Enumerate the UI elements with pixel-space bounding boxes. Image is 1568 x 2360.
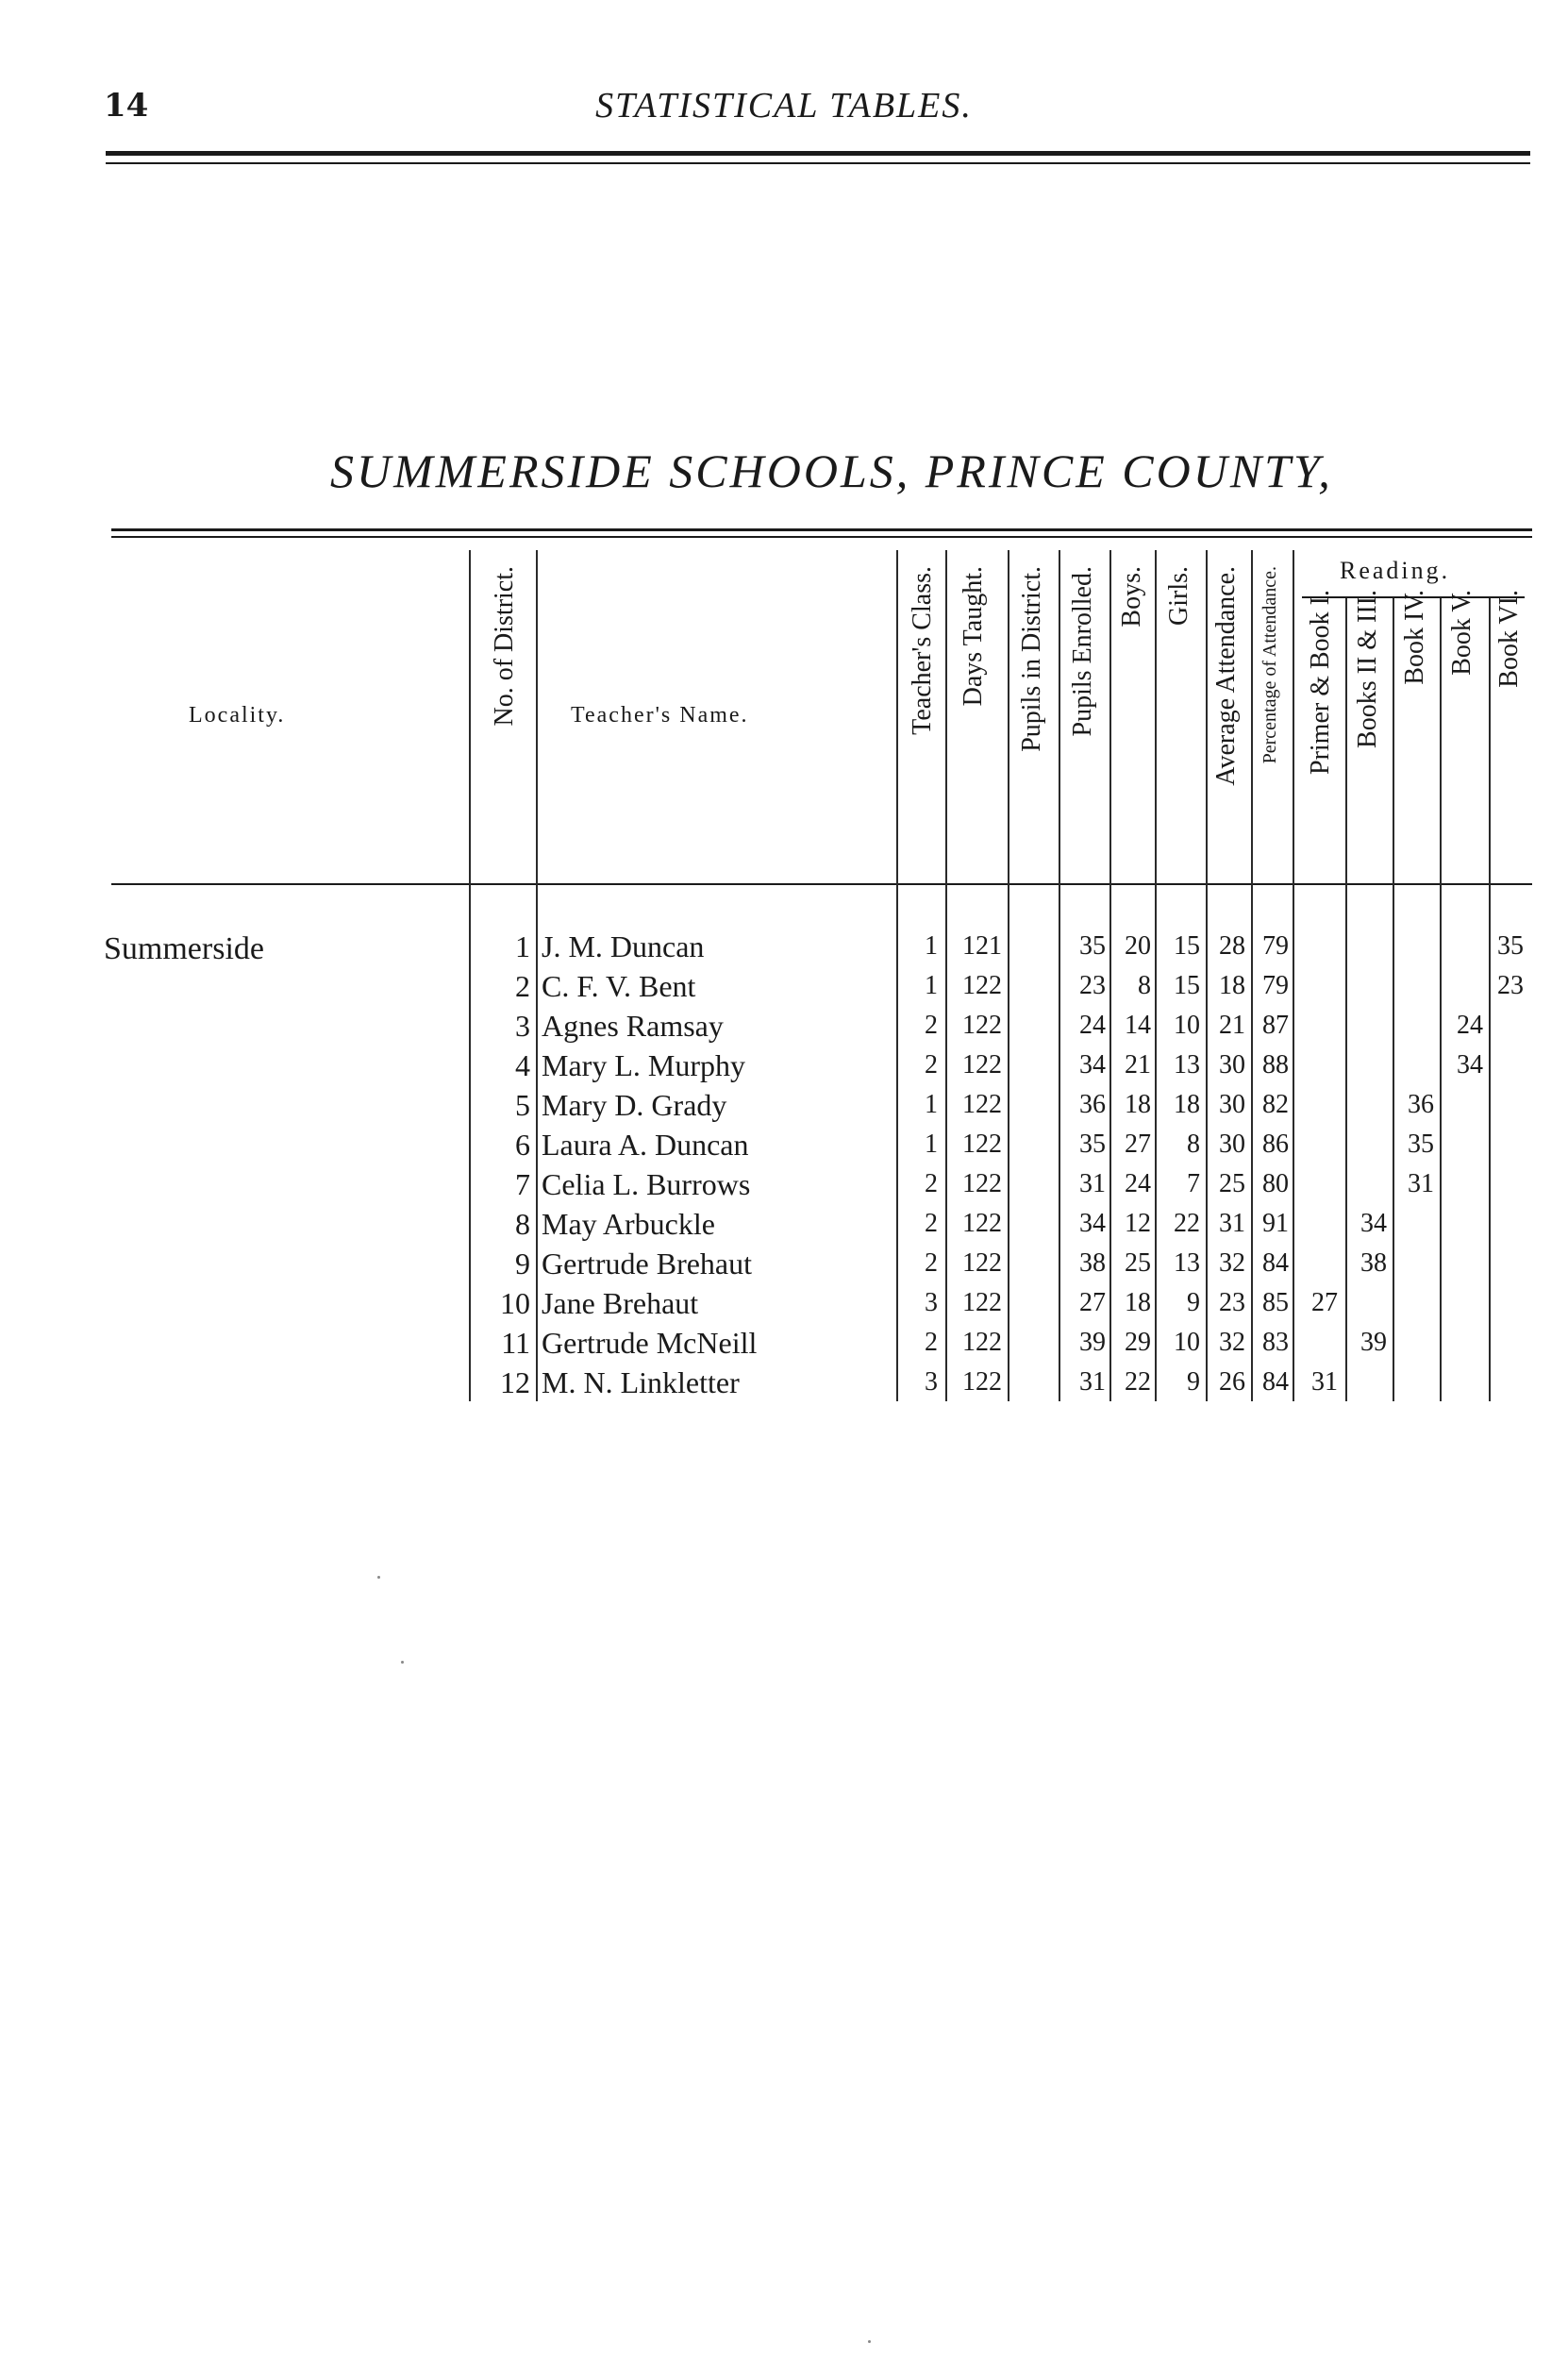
scan-speck <box>377 1576 380 1579</box>
cell-teacher: Mary L. Murphy <box>542 1048 745 1082</box>
header-primer-book-1: Primer & Book I. <box>1306 590 1335 775</box>
cell-cls: 2 <box>925 1248 938 1278</box>
cell-days: 122 <box>962 971 1002 1000</box>
cell-avg: 26 <box>1219 1367 1245 1397</box>
cell-b23: 39 <box>1360 1328 1387 1357</box>
cell-avg: 23 <box>1219 1288 1245 1317</box>
header-book-5: Book V. <box>1447 590 1476 676</box>
cell-district: 11 <box>501 1326 530 1360</box>
cell-teacher: May Arbuckle <box>542 1207 715 1241</box>
cell-enrolled: 24 <box>1079 1011 1106 1040</box>
cell-b5: 34 <box>1457 1050 1483 1080</box>
cell-b5: 24 <box>1457 1011 1483 1040</box>
cell-cls: 1 <box>925 971 938 1000</box>
cell-district: 10 <box>500 1286 530 1320</box>
header-pupils-enrolled: Pupils Enrolled. <box>1068 566 1097 737</box>
table-top-rule <box>111 528 1532 531</box>
scan-speck <box>868 2340 871 2343</box>
cell-girls: 7 <box>1187 1169 1200 1198</box>
cell-avg: 25 <box>1219 1169 1245 1198</box>
cell-district: 12 <box>500 1365 530 1399</box>
cell-avg: 18 <box>1219 971 1245 1000</box>
column-rule <box>536 550 538 1401</box>
cell-pct: 79 <box>1262 931 1289 961</box>
cell-cls: 2 <box>925 1328 938 1357</box>
cell-district: 8 <box>515 1207 530 1241</box>
cell-girls: 10 <box>1174 1328 1200 1357</box>
cell-pct: 83 <box>1262 1328 1289 1357</box>
cell-girls: 9 <box>1187 1367 1200 1397</box>
cell-boys: 25 <box>1125 1248 1151 1278</box>
cell-girls: 18 <box>1174 1090 1200 1119</box>
cell-teacher: Gertrude McNeill <box>542 1326 758 1360</box>
cell-avg: 30 <box>1219 1090 1245 1119</box>
cell-pct: 80 <box>1262 1169 1289 1198</box>
cell-pct: 84 <box>1262 1367 1289 1397</box>
cell-days: 122 <box>962 1288 1002 1317</box>
cell-cls: 3 <box>925 1367 938 1397</box>
cell-primer: 31 <box>1311 1367 1338 1397</box>
cell-teacher: Laura A. Duncan <box>542 1128 749 1162</box>
header-book-6: Book VI. <box>1494 590 1524 688</box>
header-locality: Locality. <box>189 703 286 728</box>
cell-girls: 10 <box>1174 1011 1200 1040</box>
cell-teacher: Jane Brehaut <box>542 1286 699 1320</box>
cell-teacher: C. F. V. Bent <box>542 969 696 1003</box>
cell-enrolled: 31 <box>1079 1169 1106 1198</box>
cell-b23: 38 <box>1360 1248 1387 1278</box>
cell-pct: 84 <box>1262 1248 1289 1278</box>
column-rule <box>1393 598 1394 1401</box>
header-days-taught: Days Taught. <box>959 566 988 707</box>
cell-boys: 24 <box>1125 1169 1151 1198</box>
cell-girls: 15 <box>1174 931 1200 961</box>
cell-b4: 36 <box>1408 1090 1434 1119</box>
header-book-4: Book IV. <box>1400 590 1429 685</box>
cell-girls: 8 <box>1187 1130 1200 1159</box>
header-district: No. of District. <box>490 566 519 727</box>
cell-teacher: J. M. Duncan <box>542 929 705 963</box>
cell-avg: 32 <box>1219 1328 1245 1357</box>
cell-district: 1 <box>515 929 530 963</box>
cell-enrolled: 38 <box>1079 1248 1106 1278</box>
cell-cls: 1 <box>925 1130 938 1159</box>
cell-b23: 34 <box>1360 1209 1387 1238</box>
cell-enrolled: 34 <box>1079 1209 1106 1238</box>
cell-avg: 21 <box>1219 1011 1245 1040</box>
cell-pct: 85 <box>1262 1288 1289 1317</box>
cell-boys: 22 <box>1125 1367 1151 1397</box>
cell-boys: 18 <box>1125 1090 1151 1119</box>
cell-district: 3 <box>515 1009 530 1043</box>
cell-cls: 3 <box>925 1288 938 1317</box>
cell-b4: 31 <box>1408 1169 1434 1198</box>
running-head: STATISTICAL TABLES. <box>595 86 973 126</box>
cell-boys: 20 <box>1125 931 1151 961</box>
cell-district: 2 <box>515 969 530 1003</box>
table-top-rule-thin <box>111 536 1532 538</box>
cell-avg: 30 <box>1219 1050 1245 1080</box>
cell-district: 9 <box>515 1247 530 1280</box>
header-rule-thin <box>106 162 1530 164</box>
cell-days: 121 <box>962 931 1002 961</box>
cell-days: 122 <box>962 1090 1002 1119</box>
cell-girls: 13 <box>1174 1248 1200 1278</box>
cell-avg: 31 <box>1219 1209 1245 1238</box>
header-pupils-in-district: Pupils in District. <box>1017 566 1046 752</box>
cell-cls: 2 <box>925 1011 938 1040</box>
cell-days: 122 <box>962 1209 1002 1238</box>
cell-district: 7 <box>515 1167 530 1201</box>
cell-cls: 2 <box>925 1050 938 1080</box>
cell-girls: 13 <box>1174 1050 1200 1080</box>
cell-boys: 27 <box>1125 1130 1151 1159</box>
cell-boys: 12 <box>1125 1209 1151 1238</box>
cell-days: 122 <box>962 1130 1002 1159</box>
cell-pct: 79 <box>1262 971 1289 1000</box>
cell-teacher: Gertrude Brehaut <box>542 1247 753 1280</box>
cell-days: 122 <box>962 1050 1002 1080</box>
cell-boys: 29 <box>1125 1328 1151 1357</box>
cell-avg: 30 <box>1219 1130 1245 1159</box>
cell-enrolled: 23 <box>1079 971 1106 1000</box>
table-title: SUMMERSIDE SCHOOLS, PRINCE COUNTY, <box>330 444 1333 497</box>
cell-enrolled: 35 <box>1079 931 1106 961</box>
cell-days: 122 <box>962 1367 1002 1397</box>
cell-pct: 82 <box>1262 1090 1289 1119</box>
cell-cls: 2 <box>925 1209 938 1238</box>
cell-avg: 32 <box>1219 1248 1245 1278</box>
cell-enrolled: 36 <box>1079 1090 1106 1119</box>
cell-pct: 87 <box>1262 1011 1289 1040</box>
cell-avg: 28 <box>1219 931 1245 961</box>
cell-pct: 88 <box>1262 1050 1289 1080</box>
cell-enrolled: 35 <box>1079 1130 1106 1159</box>
cell-b6: 23 <box>1497 971 1524 1000</box>
header-teacher-class: Teacher's Class. <box>908 566 937 735</box>
header-teacher-name: Teacher's Name. <box>571 703 749 728</box>
header-average-attendance: Average Attendance. <box>1211 566 1241 786</box>
cell-boys: 14 <box>1125 1011 1151 1040</box>
cell-cls: 1 <box>925 931 938 961</box>
cell-girls: 15 <box>1174 971 1200 1000</box>
cell-b4: 35 <box>1408 1130 1434 1159</box>
cell-boys: 18 <box>1125 1288 1151 1317</box>
locality-cell: Summerside <box>104 931 264 966</box>
cell-boys: 8 <box>1138 971 1151 1000</box>
cell-days: 122 <box>962 1169 1002 1198</box>
cell-primer: 27 <box>1311 1288 1338 1317</box>
cell-pct: 91 <box>1262 1209 1289 1238</box>
cell-enrolled: 27 <box>1079 1288 1106 1317</box>
cell-teacher: Celia L. Burrows <box>542 1167 751 1201</box>
cell-district: 4 <box>515 1048 530 1082</box>
cell-days: 122 <box>962 1328 1002 1357</box>
cell-b6: 35 <box>1497 931 1524 961</box>
cell-days: 122 <box>962 1248 1002 1278</box>
cell-teacher: Agnes Ramsay <box>542 1009 724 1043</box>
cell-enrolled: 39 <box>1079 1328 1106 1357</box>
cell-enrolled: 34 <box>1079 1050 1106 1080</box>
header-girls: Girls. <box>1164 566 1193 626</box>
cell-teacher: M. N. Linkletter <box>542 1365 740 1399</box>
cell-teacher: Mary D. Grady <box>542 1088 727 1122</box>
cell-district: 5 <box>515 1088 530 1122</box>
cell-pct: 86 <box>1262 1130 1289 1159</box>
header-boys: Boys. <box>1117 566 1146 628</box>
cell-girls: 22 <box>1174 1209 1200 1238</box>
scan-speck <box>401 1661 404 1664</box>
cell-cls: 1 <box>925 1090 938 1119</box>
header-percentage-attendance: Percentage of Attendance. <box>1259 566 1280 764</box>
header-reading-group: Reading. <box>1340 557 1451 584</box>
page-number: 14 <box>104 87 149 125</box>
cell-enrolled: 31 <box>1079 1367 1106 1397</box>
cell-district: 6 <box>515 1128 530 1162</box>
cell-girls: 9 <box>1187 1288 1200 1317</box>
cell-boys: 21 <box>1125 1050 1151 1080</box>
header-books-2-3: Books II & III. <box>1353 590 1382 748</box>
cell-cls: 2 <box>925 1169 938 1198</box>
header-rule <box>106 151 1530 156</box>
cell-days: 122 <box>962 1011 1002 1040</box>
